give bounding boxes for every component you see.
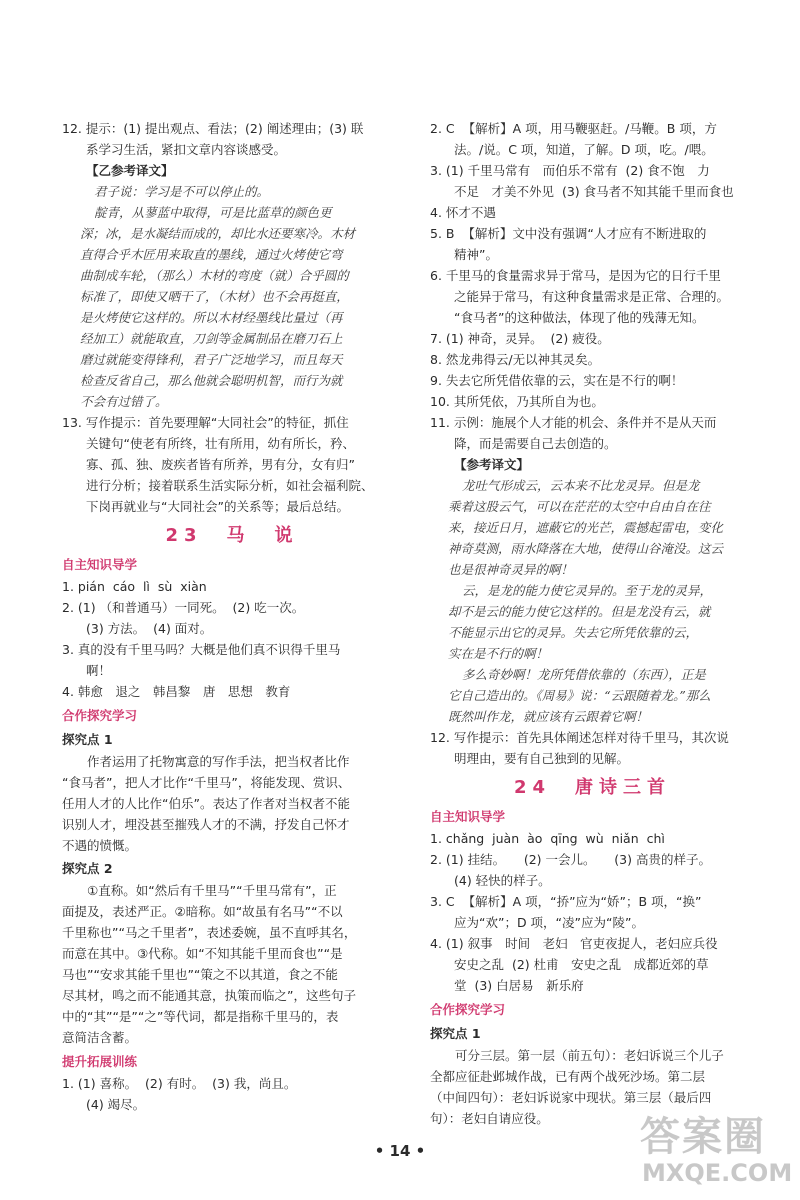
translation-block [430, 475, 755, 727]
text-line: 啊！ [86, 663, 112, 678]
right-column [430, 118, 755, 1129]
text-line: 面提及，表述严正。②暗称。如“故虽有名马”“不以 [62, 904, 343, 919]
text-line: 3. C 【解析】A 项，“挢”应为“娇”；B 项，“换” [430, 894, 702, 909]
text-line: 全都应征赴邺城作战，已有两个战死沙场。第二层 [430, 1069, 706, 1084]
text-line: 不遇的愤慨。 [62, 838, 138, 853]
text-line: (3) 方法。 (4) 面对。 [86, 621, 213, 636]
translation-line: 它自己造出的。《周易》说：“云跟随着龙。”那么 [448, 688, 711, 703]
text-line: 精神”。 [454, 247, 498, 262]
text-line: 马也”“安求其能千里也”“策之不以其道，食之不能 [62, 967, 338, 982]
translation-line: 神奇莫测，雨水降落在大地，使得山谷淹没。这云 [448, 541, 724, 556]
translation-line: 是火烤使它这样的。所以木材经墨线比量过（再 [80, 310, 343, 325]
text-line: 12. 写作提示：首先具体阐述怎样对待千里马，其次说 [430, 730, 729, 745]
text-line: “食马者”，把人才比作“千里马”，将能发现、赏识、 [62, 775, 351, 790]
text-line: 系学习生活，紧扣文章内容谈感受。 [86, 142, 287, 157]
translation-line: 云，是龙的能力使它灵异的。至于龙的灵异， [462, 583, 713, 598]
text-line: 尽其材，鸣之而不能通其意，执策而临之”，这些句子 [62, 988, 356, 1003]
text-line: 1. chǎng juàn ào qīng wù niǎn chì [430, 831, 665, 846]
subsection-heading: 探究点 1 [430, 1026, 481, 1041]
text-line: 降，而是需要自己去创造的。 [454, 436, 617, 451]
text-line: 关键句“使老有所终，壮有所用，幼有所长，矜、 [86, 436, 355, 451]
text-line: 12. 提示：(1) 提出观点、看法；(2) 阐述理由；(3) 联 [62, 121, 364, 136]
text-line: 法。/说。C 项，知道，了解。D 项，吃。/喂。 [454, 142, 714, 157]
section-heading: 合作探究学习 [62, 708, 138, 723]
text-line: 4. (1) 叙事 时间 老妇 官吏夜捉人，老妇应兵役 [430, 936, 718, 951]
text-line: 明理由，要有自己独到的见解。 [454, 751, 630, 766]
section-heading: 提升拓展训练 [62, 1054, 138, 1069]
text-line: 10. 其所凭依，乃其所自为也。 [430, 394, 604, 409]
watermark-text-bottom: MXQE.COM [642, 1159, 793, 1187]
lesson-title-23: 23 马 说 [165, 525, 299, 546]
text-line: 中的“其”“是”“之”等代词，都是指称千里马的，表 [62, 1009, 339, 1024]
text-line: 6. 千里马的食量需求异于常马，是因为它的日行千里 [430, 268, 721, 283]
subsection-heading: 探究点 1 [62, 732, 113, 747]
text-line: (4) 轻快的样子。 [454, 873, 551, 888]
text-line: 安史之乱 (2) 杜甫 安史之乱 成都近郊的草 [454, 957, 709, 972]
item-12-left [62, 118, 402, 160]
text-line: 5. B 【解析】文中没有强调“人才应有不断进取的 [430, 226, 707, 241]
text-line: 堂 (3) 白居易 新乐府 [454, 978, 584, 993]
watermark-logo [640, 1105, 793, 1193]
page-number: • 14 • [374, 1142, 426, 1160]
text-line: “食马者”的这种做法，体现了他的残薄无知。 [454, 310, 705, 325]
text-line: 意简洁含蓄。 [62, 1030, 138, 1045]
translation-line: 深；冰，是水凝结而成的，却比水还要寒冷。木材 [80, 226, 356, 241]
text-line: 任用人才的人比作“伯乐”。表达了作者对当权者不能 [62, 796, 350, 811]
left-column [62, 118, 402, 1115]
translation-line: 标准了，即使又晒干了，（木材）也不会再挺直， [80, 289, 349, 304]
text-line: 下岗再就业与“大同社会”的关系等；最后总结。 [86, 499, 349, 514]
text-line: 千里称也”“马之千里者”，表述委婉，虽不直呼其名， [62, 925, 357, 940]
text-line: 1. pián cáo lì sù xiàn [62, 579, 207, 594]
text-line: 寡、孤、独、废疾者皆有所养，男有分，女有归” [86, 457, 355, 472]
translation-line: 靛青，从蓼蓝中取得，可是比蓝草的颜色更 [94, 205, 332, 220]
translation-line: 君子说：学习是不可以停止的。 [94, 184, 270, 199]
translation-line: 磨过就能变得锋利，君子广泛地学习，而且每天 [80, 352, 343, 367]
section-heading: 合作探究学习 [430, 1002, 506, 1017]
translation-line: 直得合乎木匠用来取直的墨线，通过火烤使它弯 [80, 247, 343, 262]
text-line: 3. 真的没有千里马吗？大概是他们真不识得千里马 [62, 642, 341, 657]
translation-block [62, 181, 402, 412]
text-line: 3. (1) 千里马常有 而伯乐不常有 (2) 食不饱 力 [430, 163, 710, 178]
translation-line: 也是很神奇灵异的啊！ [448, 562, 574, 577]
item-13-left [62, 412, 402, 517]
translation-line: 实在是不行的啊！ [448, 646, 549, 661]
text-line: 2. (1) （和普通马）一同死。 (2) 吃一次。 [62, 600, 305, 615]
translation-line: 检查反省自己，那么他就会聪明机智，而行为就 [80, 373, 343, 388]
translation-line: 经加工）就能取直，刀剑等金属制品在磨刀石上 [80, 331, 343, 346]
text-line: 11. 示例：施展个人才能的机会、条件并不是从天而 [430, 415, 717, 430]
subsection-heading: 探究点 2 [62, 861, 113, 876]
text-line: 进行分析；接着联系生活实际分析，如社会福利院、 [86, 478, 374, 493]
watermark-text-top: 答案圈 [640, 1114, 766, 1160]
translation-line: 不会有过错了。 [80, 394, 168, 409]
text-line: 2. C 【解析】A 项，用马鞭驱赶。/马鞭。B 项，方 [430, 121, 717, 136]
text-line: 可分三层。第一层（前五句）：老妇诉说三个儿子 [430, 1048, 724, 1063]
translation-line: 却不是云的能力使它这样的。但是龙没有云，就 [448, 604, 711, 619]
text-line: 不足 才美不外见 (3) 食马者不知其能千里而食也 [454, 184, 734, 199]
translation-line: 来，接近日月，遮蔽它的光芒，震撼起雷电，变化 [448, 520, 724, 535]
text-line: 7. (1) 神奇，灵异。 (2) 疲役。 [430, 331, 610, 346]
translation-line: 多么奇妙啊！龙所凭借依靠的（东西），正是 [462, 667, 706, 682]
text-line: 8. 然龙弗得云/无以神其灵矣。 [430, 352, 601, 367]
translation-line: 乘着这股云气，可以在茫茫的太空中自由自在往 [448, 499, 711, 514]
translation-label: 【乙参考译文】 [86, 163, 174, 178]
text-line: 之能异于常马，有这种食量需求是正常、合理的。 [454, 289, 730, 304]
text-line: 4. 韩愈 退之 韩昌黎 唐 思想 教育 [62, 684, 291, 699]
text-line: ①直称。如“然后有千里马”“千里马常有”，正 [62, 883, 337, 898]
text-line: (4) 竭尽。 [86, 1097, 146, 1112]
text-line: 句）：老妇自请应役。 [430, 1111, 549, 1126]
section-heading: 自主知识导学 [430, 809, 506, 824]
text-line: 识别人才，埋没甚至摧残人才的不满，抒发自己怀才 [62, 817, 350, 832]
text-line: 而意在其中。③代称。如“不知其能千里而食也”“是 [62, 946, 343, 961]
text-line: 应为“欢”；D 项，“凌”应为“陵”。 [454, 915, 644, 930]
translation-line: 曲制成车轮，（那么）木材的弯度（就）合乎圆的 [80, 268, 349, 283]
translation-line: 不能显示出它的灵异。失去它所凭依靠的云， [448, 625, 699, 640]
section-heading: 自主知识导学 [62, 557, 138, 572]
lesson-title-24: 24 唐诗三首 [513, 777, 672, 798]
translation-label: 【参考译文】 [454, 457, 530, 472]
text-line: 4. 怀才不遇 [430, 205, 496, 220]
text-line: 13. 写作提示：首先要理解“大同社会”的特征，抓住 [62, 415, 349, 430]
text-line: 2. (1) 挂结。 (2) 一会儿。 (3) 高贵的样子。 [430, 852, 711, 867]
text-line: （中间四句）：老妇诉说家中现状。第三层（最后四 [430, 1090, 712, 1105]
translation-line: 既然叫作龙，就应该有云跟着它啊！ [448, 709, 649, 724]
text-line: 作者运用了托物寓意的写作手法，把当权者比作 [62, 754, 350, 769]
text-line: 1. (1) 喜称。 (2) 有时。 (3) 我，尚且。 [62, 1076, 297, 1091]
translation-line: 龙吐气形成云，云本来不比龙灵异。但是龙 [462, 478, 700, 493]
text-line: 9. 失去它所凭借依靠的云，实在是不行的啊！ [430, 373, 684, 388]
